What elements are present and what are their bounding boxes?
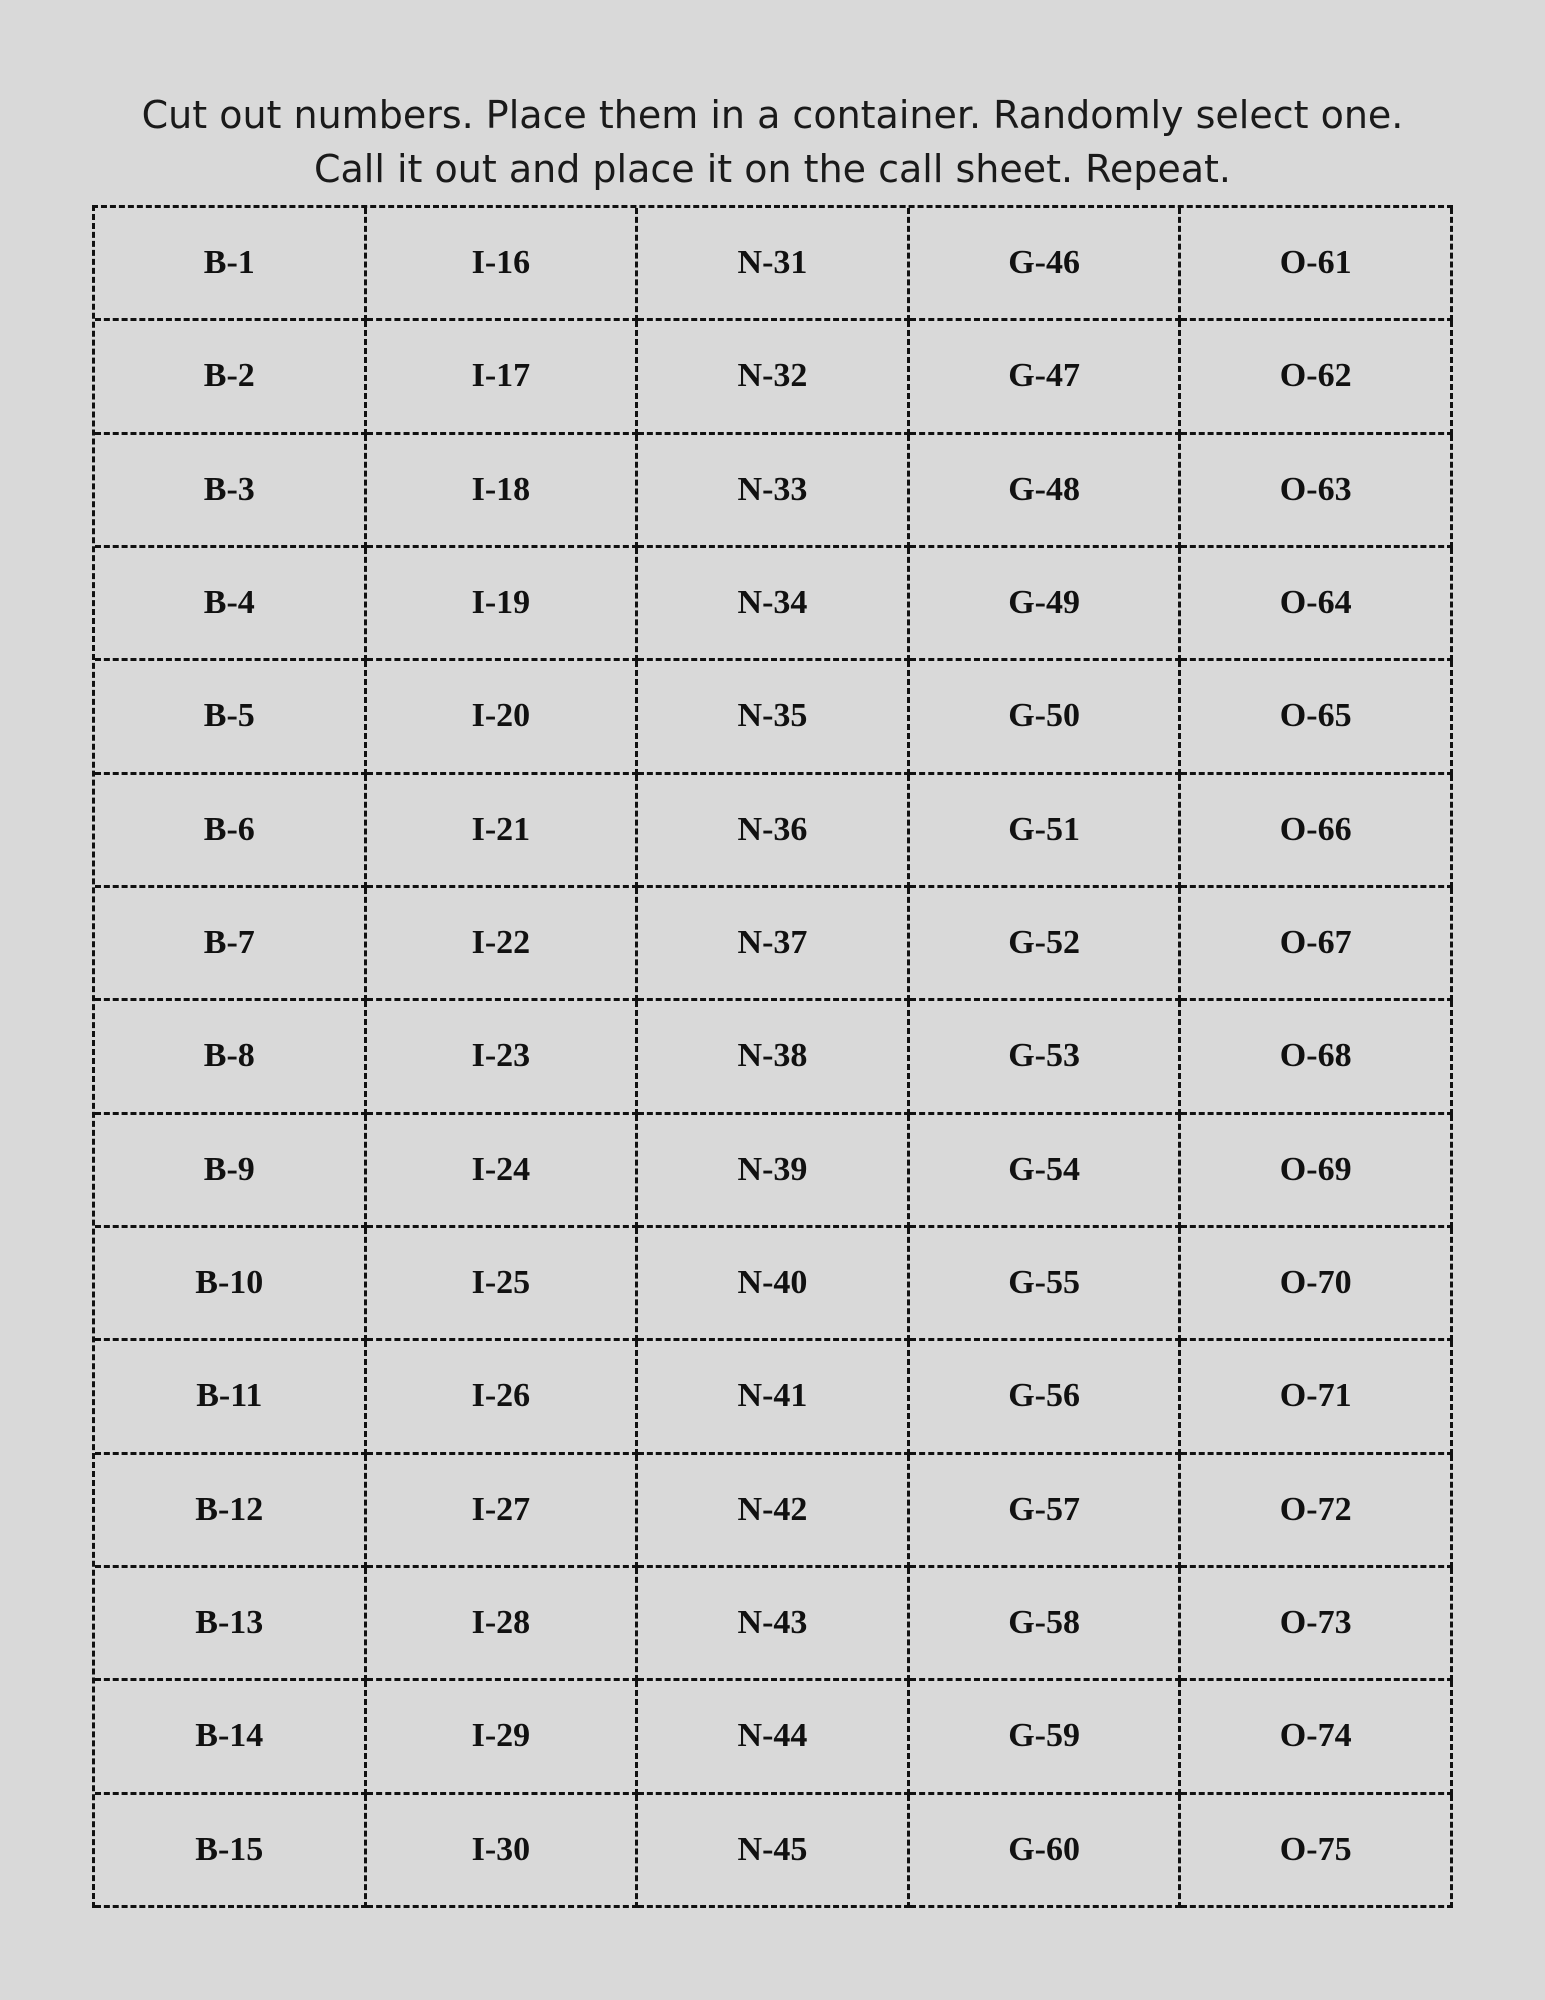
number-cell [910, 435, 1182, 548]
number-cell [638, 548, 910, 661]
number-label: O-69 [1279, 1150, 1352, 1188]
number-cell [95, 1228, 367, 1341]
number-label: I-23 [471, 1037, 531, 1075]
number-cell [1181, 1795, 1453, 1908]
number-cell [95, 1455, 367, 1568]
number-label: N-35 [737, 697, 808, 735]
number-cell [910, 1455, 1182, 1568]
number-cell [910, 661, 1182, 774]
number-cell [1181, 1001, 1453, 1114]
number-label: G-59 [1008, 1717, 1080, 1755]
number-cell [95, 661, 367, 774]
number-cell [638, 1228, 910, 1341]
number-cell [638, 208, 910, 321]
number-cell [910, 1001, 1182, 1114]
bingo-number-grid [92, 205, 1453, 1908]
number-label: B-12 [195, 1490, 264, 1528]
number-label: G-48 [1008, 470, 1080, 508]
number-cell [638, 1681, 910, 1794]
number-cell [367, 1341, 639, 1454]
number-cell [95, 775, 367, 888]
number-cell [638, 775, 910, 888]
number-cell [95, 435, 367, 548]
number-label: G-49 [1008, 584, 1080, 622]
number-cell [95, 1681, 367, 1794]
number-label: N-31 [737, 244, 808, 282]
number-label: I-25 [471, 1264, 531, 1302]
number-label: G-53 [1008, 1037, 1080, 1075]
number-cell [638, 1455, 910, 1568]
number-label: G-55 [1008, 1264, 1080, 1302]
number-cell [638, 321, 910, 434]
number-cell [910, 1795, 1182, 1908]
number-cell [910, 775, 1182, 888]
number-label: G-47 [1008, 357, 1080, 395]
number-label: N-37 [737, 924, 808, 962]
number-label: I-30 [471, 1830, 531, 1868]
number-label: B-2 [203, 357, 255, 395]
number-label: N-41 [737, 1377, 808, 1415]
number-label: B-1 [203, 244, 255, 282]
number-cell [910, 208, 1182, 321]
number-cell [367, 1228, 639, 1341]
number-cell [1181, 435, 1453, 548]
number-label: B-9 [203, 1150, 255, 1188]
number-label: O-64 [1279, 584, 1352, 622]
number-label: I-20 [471, 697, 531, 735]
number-cell [638, 1115, 910, 1228]
number-label: B-6 [203, 810, 255, 848]
number-cell [910, 1115, 1182, 1228]
number-cell [95, 1568, 367, 1681]
number-label: N-38 [737, 1037, 808, 1075]
number-cell [910, 1228, 1182, 1341]
number-cell [95, 321, 367, 434]
number-label: B-3 [203, 470, 255, 508]
number-cell [1181, 1455, 1453, 1568]
instructions-text [0, 88, 1545, 196]
number-label: N-32 [737, 357, 808, 395]
number-cell [1181, 1568, 1453, 1681]
number-label: O-72 [1279, 1490, 1352, 1528]
number-cell [367, 548, 639, 661]
number-cell [638, 661, 910, 774]
number-cell [910, 321, 1182, 434]
number-cell [638, 888, 910, 1001]
number-cell [95, 888, 367, 1001]
number-cell [1181, 1341, 1453, 1454]
number-label: O-70 [1279, 1264, 1352, 1302]
number-cell [95, 548, 367, 661]
number-cell [1181, 548, 1453, 661]
number-label: I-28 [471, 1604, 531, 1642]
number-label: B-13 [195, 1604, 264, 1642]
number-cell [367, 888, 639, 1001]
number-label: I-27 [471, 1490, 531, 1528]
number-label: G-46 [1008, 244, 1080, 282]
number-cell [1181, 208, 1453, 321]
number-cell [367, 321, 639, 434]
number-label: O-65 [1279, 697, 1352, 735]
number-label: I-18 [471, 470, 531, 508]
number-label: O-61 [1279, 244, 1352, 282]
number-cell [367, 1568, 639, 1681]
number-cell [1181, 888, 1453, 1001]
number-label: G-54 [1008, 1150, 1080, 1188]
number-label: I-16 [471, 244, 531, 282]
number-cell [1181, 775, 1453, 888]
number-label: I-17 [471, 357, 531, 395]
number-label: B-14 [195, 1717, 264, 1755]
number-cell [367, 435, 639, 548]
number-label: I-24 [471, 1150, 531, 1188]
number-cell [910, 1568, 1182, 1681]
number-cell [367, 775, 639, 888]
number-label: B-8 [203, 1037, 255, 1075]
number-label: G-51 [1008, 810, 1080, 848]
number-label: O-73 [1279, 1604, 1352, 1642]
number-cell [95, 1001, 367, 1114]
number-label: B-10 [195, 1264, 264, 1302]
number-cell [367, 1681, 639, 1794]
number-cell [1181, 321, 1453, 434]
number-label: N-36 [737, 810, 808, 848]
number-cell [95, 208, 367, 321]
number-label: O-63 [1279, 470, 1352, 508]
number-cell [910, 1341, 1182, 1454]
number-label: G-56 [1008, 1377, 1080, 1415]
number-cell [1181, 1681, 1453, 1794]
number-cell [367, 1455, 639, 1568]
number-cell [95, 1341, 367, 1454]
number-label: B-7 [203, 924, 255, 962]
number-label: B-4 [203, 584, 255, 622]
number-label: B-11 [196, 1377, 263, 1415]
number-label: N-43 [737, 1604, 808, 1642]
number-cell [910, 1681, 1182, 1794]
number-label: G-50 [1008, 697, 1080, 735]
number-label: N-44 [737, 1717, 808, 1755]
number-label: N-42 [737, 1490, 808, 1528]
number-label: I-29 [471, 1717, 531, 1755]
number-label: O-68 [1279, 1037, 1352, 1075]
number-cell [1181, 1115, 1453, 1228]
number-cell [95, 1795, 367, 1908]
number-label: O-75 [1279, 1830, 1352, 1868]
number-label: G-57 [1008, 1490, 1080, 1528]
number-cell [910, 548, 1182, 661]
number-label: I-21 [471, 810, 531, 848]
number-label: N-39 [737, 1150, 808, 1188]
number-cell [367, 1001, 639, 1114]
number-cell [367, 208, 639, 321]
number-cell [95, 1115, 367, 1228]
number-cell [367, 1795, 639, 1908]
number-label: B-15 [195, 1830, 264, 1868]
number-cell [1181, 661, 1453, 774]
number-cell [638, 435, 910, 548]
number-label: O-66 [1279, 810, 1352, 848]
number-label: I-22 [471, 924, 531, 962]
number-cell [910, 888, 1182, 1001]
number-label: O-62 [1279, 357, 1352, 395]
number-label: N-33 [737, 470, 808, 508]
instructions-line-1: Cut out numbers. Place them in a container. Randomly select one. [141, 93, 1404, 137]
number-cell [638, 1568, 910, 1681]
number-label: I-19 [471, 584, 531, 622]
number-cell [638, 1795, 910, 1908]
instructions-line-2: Call it out and place it on the call sheet. Repeat. [313, 147, 1232, 191]
number-label: O-67 [1279, 924, 1352, 962]
number-cell [1181, 1228, 1453, 1341]
number-label: G-58 [1008, 1604, 1080, 1642]
number-label: O-71 [1279, 1377, 1352, 1415]
number-label: I-26 [471, 1377, 531, 1415]
number-label: N-34 [737, 584, 808, 622]
number-label: N-45 [737, 1830, 808, 1868]
number-cell [638, 1001, 910, 1114]
number-cell [638, 1341, 910, 1454]
number-label: B-5 [203, 697, 255, 735]
number-cell [367, 1115, 639, 1228]
number-label: N-40 [737, 1264, 808, 1302]
number-label: G-60 [1008, 1830, 1080, 1868]
number-cell [367, 661, 639, 774]
number-label: O-74 [1279, 1717, 1352, 1755]
number-label: G-52 [1008, 924, 1080, 962]
